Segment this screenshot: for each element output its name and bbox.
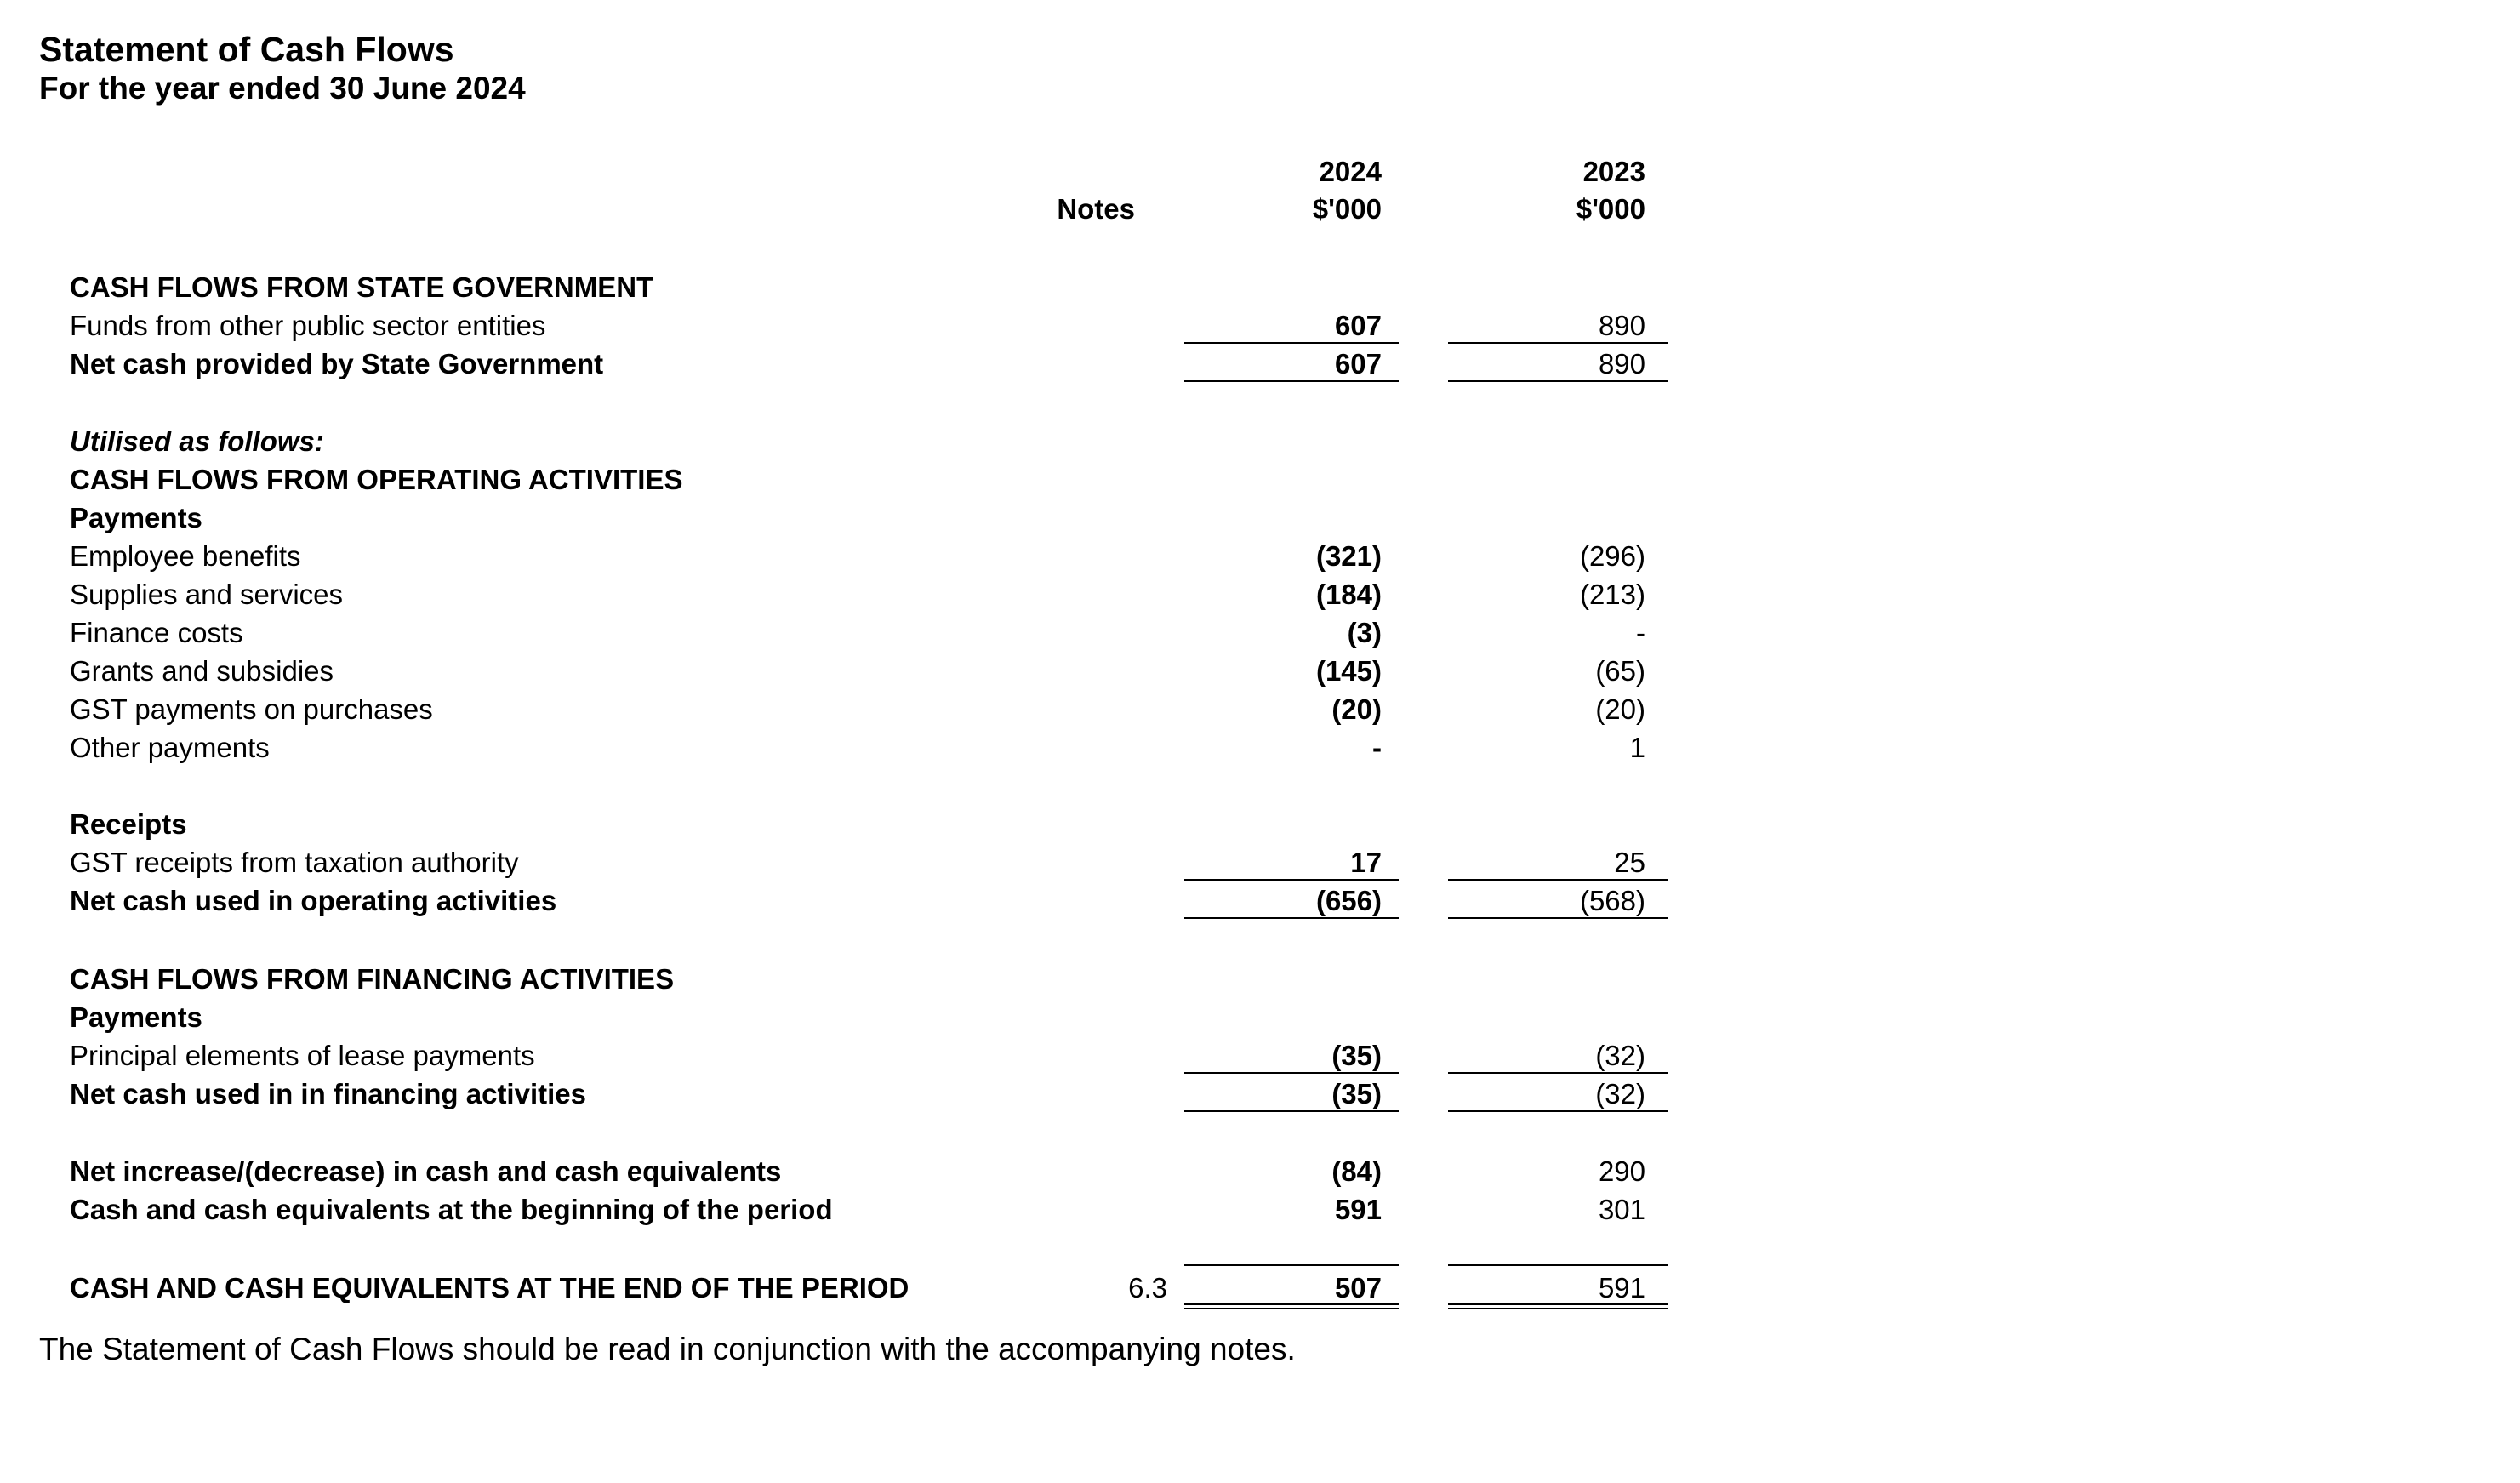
value-2023: (213) <box>1579 579 1645 610</box>
value-2024: (35) <box>1331 1040 1382 1071</box>
table-row-net-state-government <box>0 345 2520 383</box>
value-2023: 1 <box>1629 732 1645 763</box>
value-2023: (65) <box>1595 655 1645 687</box>
section-heading-state-government <box>0 268 2520 306</box>
year-2024-header: 2024 <box>1319 156 1382 187</box>
statement-title: Statement of Cash Flows <box>39 30 454 69</box>
row-label: GST payments on purchases <box>70 693 433 725</box>
row-label: CASH FLOWS FROM STATE GOVERNMENT <box>70 271 654 303</box>
footnote: The Statement of Cash Flows should be read in conjunction with the accompanying notes. <box>39 1332 1296 1366</box>
table-row-other-payments <box>0 728 2520 767</box>
table-row-gst-receipts <box>0 843 2520 881</box>
total-rule-2023 <box>1448 1110 1668 1112</box>
total-rule-2024 <box>1184 917 1399 919</box>
table-row-employee-benefits <box>0 537 2520 575</box>
row-label: CASH FLOWS FROM OPERATING ACTIVITIES <box>70 464 683 495</box>
row-label: Grants and subsidies <box>70 655 334 687</box>
closing-top-rule-2023 <box>1448 1264 1668 1266</box>
subheading-receipts <box>0 805 2520 843</box>
value-2024: (184) <box>1315 579 1382 610</box>
value-2023: 890 <box>1598 348 1645 379</box>
table-row-grants-subsidies <box>0 652 2520 690</box>
unit-2024-header: $'000 <box>1312 193 1382 225</box>
value-2023: (32) <box>1595 1040 1645 1071</box>
value-2023: (296) <box>1579 540 1645 572</box>
row-label: Net cash provided by State Government <box>70 348 604 379</box>
table-row-net-change <box>0 1152 2520 1190</box>
value-2024: (321) <box>1315 540 1382 572</box>
row-label: Finance costs <box>70 617 243 648</box>
table-row-supplies-services <box>0 575 2520 613</box>
double-underline-2023 <box>1448 1303 1668 1309</box>
row-label: Payments <box>70 502 202 533</box>
table-row-finance-costs <box>0 613 2520 652</box>
value-2024: 507 <box>1334 1272 1382 1303</box>
year-2023-header: 2023 <box>1582 156 1645 187</box>
subheading-financing-payments <box>0 998 2520 1036</box>
total-rule-2023 <box>1448 380 1668 382</box>
table-row-net-operating <box>0 881 2520 920</box>
value-2024: (35) <box>1331 1078 1382 1109</box>
value-2023: 591 <box>1598 1272 1645 1303</box>
row-label: Net increase/(decrease) in cash and cash equivalents <box>70 1155 782 1187</box>
value-2024: 607 <box>1334 348 1382 379</box>
row-label: Receipts <box>70 808 187 840</box>
value-2024: 607 <box>1334 310 1382 341</box>
value-2023: - <box>1636 617 1645 648</box>
value-2024: (20) <box>1331 693 1382 725</box>
row-label: Net cash used in in financing activities <box>70 1078 586 1109</box>
value-2023: 290 <box>1598 1155 1645 1187</box>
value-2024: 17 <box>1350 847 1382 878</box>
total-rule-2023 <box>1448 917 1668 919</box>
table-row-gst-payments <box>0 690 2520 728</box>
total-rule-2024 <box>1184 1110 1399 1112</box>
subtotal-rule-2024 <box>1184 879 1399 881</box>
value-2023: 890 <box>1598 310 1645 341</box>
value-2023: (32) <box>1595 1078 1645 1109</box>
row-label: GST receipts from taxation authority <box>70 847 519 878</box>
subheading-operating-payments <box>0 499 2520 537</box>
row-label: Employee benefits <box>70 540 301 572</box>
subtotal-rule-2023 <box>1448 342 1668 344</box>
value-2023: 301 <box>1598 1194 1645 1225</box>
statement-period: For the year ended 30 June 2024 <box>39 71 526 106</box>
subtotal-rule-2023 <box>1448 879 1668 881</box>
row-label: Funds from other public sector entities <box>70 310 546 341</box>
value-2024: (656) <box>1315 885 1382 916</box>
unit-2023-header: $'000 <box>1576 193 1645 225</box>
row-label: Supplies and services <box>70 579 344 610</box>
value-2024: 591 <box>1334 1194 1382 1225</box>
section-heading-financing <box>0 960 2520 998</box>
row-label: Cash and cash equivalents at the beginning of the period <box>70 1194 833 1225</box>
value-2024: - <box>1372 732 1382 763</box>
row-label: Utilised as follows: <box>70 425 324 457</box>
total-rule-2024 <box>1184 380 1399 382</box>
value-2023: (568) <box>1579 885 1645 916</box>
notes-column-header: Notes <box>1057 193 1135 225</box>
table-row-closing-cash <box>0 1269 2520 1307</box>
subtotal-rule-2024 <box>1184 342 1399 344</box>
value-2023: 25 <box>1614 847 1645 878</box>
value-2024: (84) <box>1331 1155 1382 1187</box>
value-2023: (20) <box>1595 693 1645 725</box>
table-row-opening-cash <box>0 1190 2520 1229</box>
utilised-as-follows <box>0 422 2520 460</box>
table-row-net-financing <box>0 1075 2520 1113</box>
table-row-funds-public-sector <box>0 306 2520 345</box>
subtotal-rule-2023 <box>1448 1072 1668 1074</box>
note-reference: 6.3 <box>1128 1272 1167 1303</box>
table-row-lease-payments <box>0 1036 2520 1075</box>
row-label: CASH FLOWS FROM FINANCING ACTIVITIES <box>70 963 675 995</box>
section-heading-operating <box>0 460 2520 499</box>
row-label: Payments <box>70 1001 202 1033</box>
value-2024: (3) <box>1347 617 1382 648</box>
row-label: Other payments <box>70 732 270 763</box>
subtotal-rule-2024 <box>1184 1072 1399 1074</box>
row-label: CASH AND CASH EQUIVALENTS AT THE END OF THE PERIOD <box>70 1272 909 1303</box>
row-label: Net cash used in operating activities <box>70 885 557 916</box>
closing-top-rule-2024 <box>1184 1264 1399 1266</box>
double-underline-2024 <box>1184 1303 1399 1309</box>
row-label: Principal elements of lease payments <box>70 1040 535 1071</box>
value-2024: (145) <box>1315 655 1382 687</box>
